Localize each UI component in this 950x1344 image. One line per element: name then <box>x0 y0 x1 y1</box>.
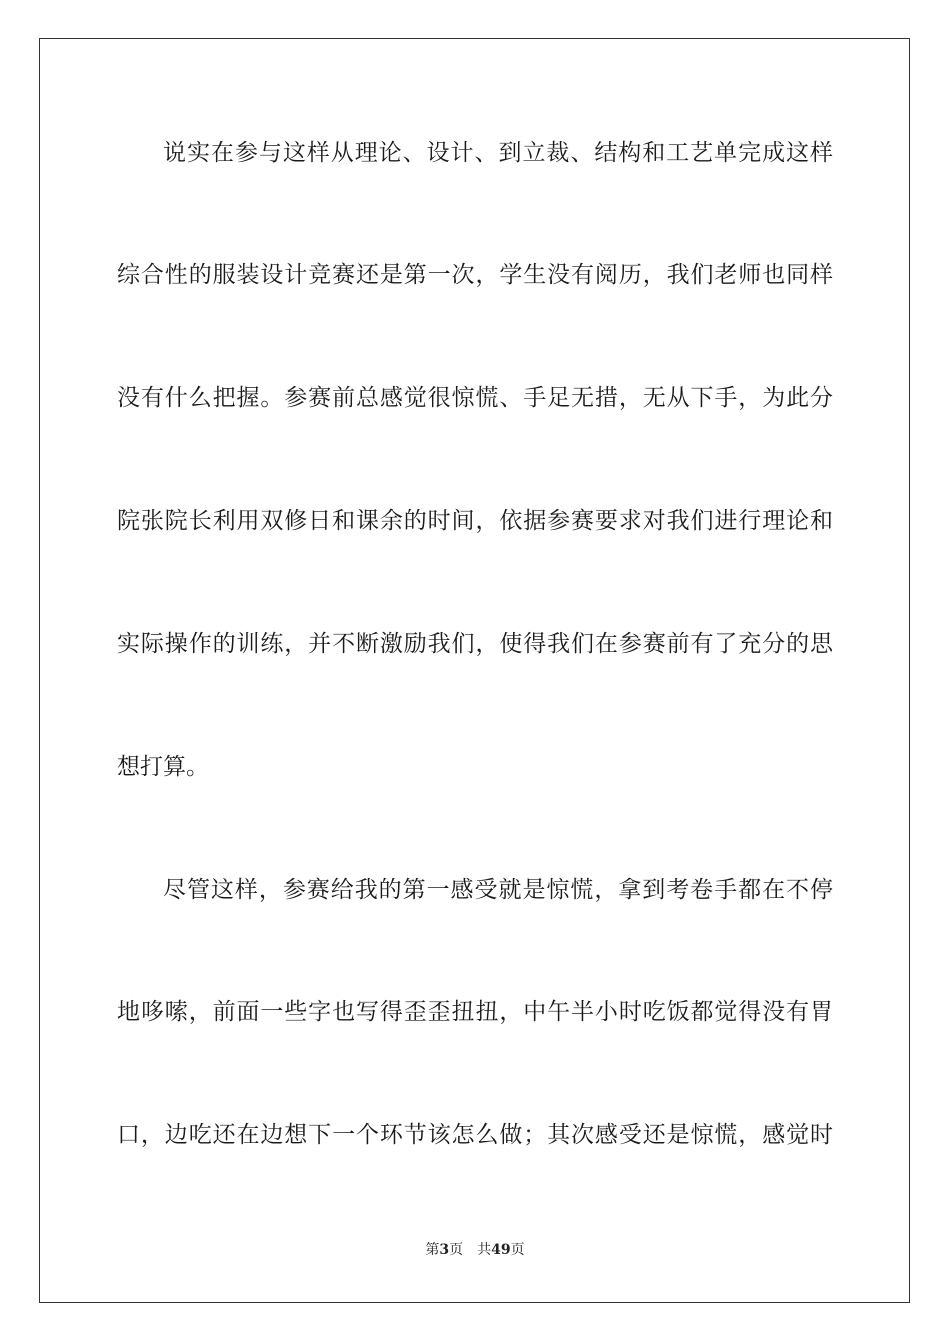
paragraph-2-line-3: 口，边吃还在边想下一个环节该怎么做；其次感受还是惊慌，感觉时 <box>117 1122 833 1148</box>
paragraph-1-line-1: 说实在参与这样从理论、设计、到立裁、结构和工艺单完成这样 <box>163 140 833 166</box>
page-prefix: 第 <box>425 1242 440 1258</box>
paragraph-2-line-2: 地哆嗦，前面一些字也写得歪歪扭扭，中午半小时吃饭都觉得没有胃 <box>117 999 833 1025</box>
paragraph-1-line-6: 想打算。 <box>117 754 209 780</box>
paragraph-1-line-2: 综合性的服装设计竞赛还是第一次，学生没有阅历，我们老师也同样 <box>117 262 833 288</box>
page-suffix: 页 <box>449 1242 464 1258</box>
page-border <box>39 38 910 1303</box>
paragraph-1-line-5: 实际操作的训练，并不断激励我们，使得我们在参赛前有了充分的思 <box>117 631 833 657</box>
page-footer <box>0 1240 950 1260</box>
total-suffix: 页 <box>510 1242 525 1258</box>
page-number: 3 <box>439 1242 450 1258</box>
paragraph-1-line-4: 院张院长利用双修日和课余的时间，依据参赛要求对我们进行理论和 <box>117 508 833 534</box>
total-prefix: 共 <box>477 1242 492 1258</box>
total-pages: 49 <box>491 1242 511 1258</box>
paragraph-1-line-3: 没有什么把握。参赛前总感觉很惊慌、手足无措，无从下手，为此分 <box>117 385 833 411</box>
paragraph-2-line-1: 尽管这样，参赛给我的第一感受就是惊慌，拿到考卷手都在不停 <box>163 877 833 903</box>
